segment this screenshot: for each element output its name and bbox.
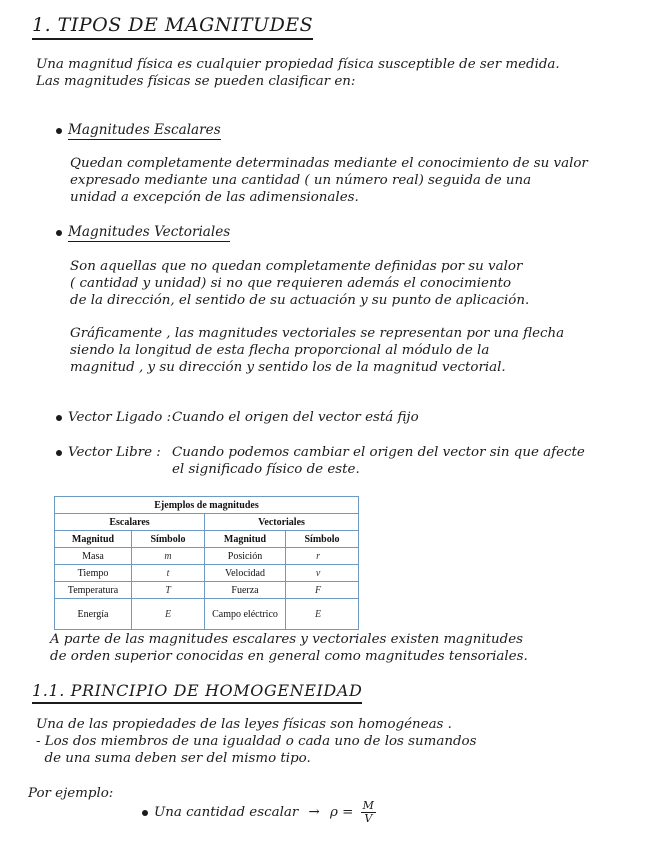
table-row: [55, 599, 359, 630]
vector-libre-desc-1: Cuando podemos cambiar el origen del vector sin que afecte: [172, 445, 585, 460]
bullet-icon: [56, 450, 62, 456]
cell-scalar-symbol: t: [132, 565, 205, 582]
tensor-line-2: de orden superior conocidas en general como magnitudes tensoriales.: [50, 649, 528, 664]
cell-vector-name: Fuerza: [205, 582, 286, 599]
vectors-heading-label: Magnitudes Vectoriales: [68, 224, 231, 240]
bullet-icon: [56, 128, 62, 134]
vector-libre-label: Vector Libre :: [68, 445, 161, 460]
cell-vector-symbol: F⃗: [286, 582, 359, 599]
cell-scalar-name: Energía: [55, 599, 132, 630]
graph-line-1: Gráficamente , las magnitudes vectoriales se representan por una flecha: [70, 326, 565, 341]
formula-lhs: ρ =: [330, 805, 354, 820]
table-row: [55, 548, 359, 565]
bullet-icon: [56, 415, 62, 421]
col-magnitud: Magnitud: [55, 531, 132, 548]
col-simbolo: Símbolo: [132, 531, 205, 548]
graph-line-3: magnitud , y su dirección y sentido los de la magnitud vectorial.: [70, 360, 506, 375]
bullet-icon: [142, 810, 148, 816]
homog-line-1: Una de las propiedades de las leyes físicas son homogéneas .: [36, 717, 452, 732]
scalars-heading-label: Magnitudes Escalares: [68, 122, 221, 138]
vector-libre: [56, 444, 161, 461]
col-magnitud: Magnitud: [205, 531, 286, 548]
col-simbolo: Símbolo: [286, 531, 359, 548]
scalars-heading: [56, 122, 221, 138]
vectors-heading: [56, 224, 230, 240]
scalars-line-1: Quedan completamente determinadas mediante el conocimiento de su valor: [70, 156, 588, 171]
cell-vector-name: Posición: [205, 548, 286, 565]
arrow-icon: →: [308, 805, 320, 820]
cell-vector-name: Velocidad: [205, 565, 286, 582]
cell-scalar-symbol: E: [132, 599, 205, 630]
table-title: Ejemplos de magnitudes: [55, 497, 359, 514]
example-text: Una cantidad escalar: [154, 805, 299, 820]
cell-scalar-symbol: m: [132, 548, 205, 565]
formula-numerator: M: [362, 799, 374, 812]
intro-line-2: Las magnitudes físicas se pueden clasificar en:: [36, 74, 356, 89]
page-title: 1. TIPOS DE MAGNITUDES: [32, 14, 313, 40]
example-label: Por ejemplo:: [28, 786, 114, 801]
table-group-vectors: Vectoriales: [205, 514, 359, 531]
homog-line-2: - Los dos miembros de una igualdad o cada uno de los sumandos: [36, 734, 477, 749]
vector-ligado: [56, 409, 171, 426]
formula-fraction: [361, 800, 376, 825]
vectors-line-1: Son aquellas que no quedan completamente definidas por su valor: [70, 259, 523, 274]
magnitudes-table: [54, 496, 359, 630]
tensor-line-1: A parte de las magnitudes escalares y vectoriales existen magnitudes: [50, 632, 523, 647]
vectors-line-2: ( cantidad y unidad) si no que requieren además el conocimiento: [70, 276, 512, 291]
vector-ligado-desc: Cuando el origen del vector está fijo: [172, 410, 419, 425]
table-row: [55, 565, 359, 582]
scalars-line-2: expresado mediante una cantidad ( un número real) seguida de una: [70, 173, 532, 188]
cell-scalar-name: Masa: [55, 548, 132, 565]
cell-scalar-name: Tiempo: [55, 565, 132, 582]
vector-libre-desc-2: el significado físico de este.: [172, 462, 360, 477]
vectors-line-3: de la dirección, el sentido de su actuación y su punto de aplicación.: [70, 293, 530, 308]
bullet-icon: [56, 230, 62, 236]
table-group-scalars: Escalares: [55, 514, 205, 531]
homog-line-3: de una suma deben ser del mismo tipo.: [36, 751, 311, 766]
section-title-homogeneidad: 1.1. PRINCIPIO DE HOMOGENEIDAD: [32, 681, 362, 704]
example-formula: [142, 800, 376, 825]
cell-vector-symbol: E⃗: [286, 599, 359, 630]
graph-line-2: siendo la longitud de esta flecha proporcional al módulo de la: [70, 343, 490, 358]
scalars-line-3: unidad a excepción de las adimensionales.: [70, 190, 359, 205]
table-row: [55, 582, 359, 599]
cell-scalar-name: Temperatura: [55, 582, 132, 599]
cell-vector-symbol: v⃗: [286, 565, 359, 582]
cell-vector-symbol: r⃗: [286, 548, 359, 565]
intro-line-1: Una magnitud física es cualquier propiedad física susceptible de ser medida.: [36, 57, 560, 72]
cell-vector-name: Campo eléctrico: [205, 599, 286, 630]
formula-denominator: V: [364, 812, 373, 825]
vector-ligado-label: Vector Ligado :: [68, 410, 172, 425]
cell-scalar-symbol: T: [132, 582, 205, 599]
